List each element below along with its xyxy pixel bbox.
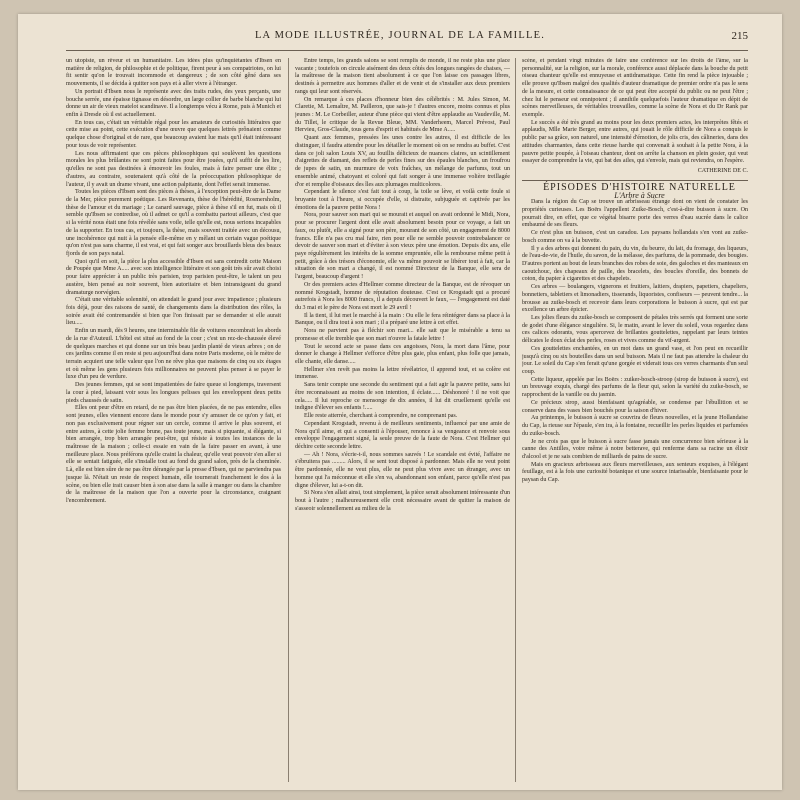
paragraph: Cependant Krogstadt, revenu à de meilleurs sentiments, influencé par une amie de Nora qu'il aime, et qui a consenti à l'épouser, renonce à sa vengeance et renvoie sous enveloppe l'engagement signé, la seule preuve de la faute de Nora. C'est Hellmer qui déchire cette seconde lettre.	[295, 420, 510, 450]
paragraph: un utopiste, un rêveur et un humanitaire. Les idées plus qu'inquiétantes d'Ibsen en matière de religion, de philosophie et de politique, firent peur à ses compatriotes, on lui fit sentir qu'on le trouvait incommode et dangereux ; de son côté gêné dans ses mouvements, il se décida à quitter son pays et à aller vivre à l'étranger.	[66, 58, 281, 88]
paragraph: Quant aux femmes, pressées les unes contre les autres, il est difficile de les distinguer, il faudra attendre pour les détailler le moment où on se rendra au buffet. C'est dans ce joli salon Louis XV, au fouillis délicieux de nuances claires, un scintillement d'aigrettes de diamant, des reflets de perles fines sur des épaules blanches, un froufrou de jupes de satin, un murmure de voix fraîches, un mélange de parfums, tout un ensemble animé, chatoyant et coloré qui fait songer à une immense volière treillagée d'or et remplie d'oiseaux des îles aux plumages multicolores.	[295, 135, 510, 188]
paragraph: Ce n'est plus un buisson, c'est un caradou. Les paysans hollandais s'en vont au zuike-bosch comme on va à la buvette.	[522, 230, 748, 244]
paragraph: Les jolies fleurs du zuike-bosch se composent de pétales très serrés qui forment une sorte de godet d'une élégance singulière. Si, le matin, avant le lever du soleil, vous regardez dans ces calices odorants, vous apercevez de brillantes gouttelettes, rappelant par leurs teintes délicates le doux éclat des perles, roses et vives comme du vif-argent.	[522, 315, 748, 345]
page-header	[18, 30, 782, 48]
header-rule	[66, 50, 748, 51]
paragraph: Les nous affirmaient que ces pièces philosophiques qui soulèvent les questions morales les plus brûlantes ne sont point faites pour être jouées, qu'il suffit de les lire, qu'elles ne sont pas destinées à émouvoir les foules, mais à faire penser une élite ; d'autres, au contraire, soutenaient qu'à côté de la préoccupation philosophique de l'auteur, il y avait un drame vivant, une action palpitante, dont l'effet serait immense.	[66, 150, 281, 188]
paragraph: Nora, pour sauver son mari qui se mourait et auquel on avait ordonné le Midi, Nora, pour se procurer l'argent dont elle avait absolument besoin pour ce voyage, a fait un faux, ou plutôt, elle a signé pour son père, mourant de son côté, un engagement de 8000 francs. Elle n'a pas cru mal faire, rien pour elle ne semble pouvoir contrebalancer ce devoir de sauver son mari et d'éviter à son vieux père une émotion. Depuis dix ans, elle paye régulièrement les intérêts de la somme empruntée, elle la rembourse même petit à petit, grâce à des trésors d'économie, elle va même pouvoir se libérer tout à fait, car la situation de son mari a changé, il est nommé Directeur de la Banque, elle sera de l'argent, beaucoup d'argent !	[295, 212, 510, 281]
paragraph: Le succès a été très grand au moins pour les deux premiers actes, les interprètes fêtés et applaudis, Mlle Marie Berger, entre autres, qui jouait le rôle difficile de Nora a conquis le public par sa grâce, son naturel, une intensité d'émotion, de jolis cris, des câlineries, dans des attitudes charmantes, dans cette rieuse hardie qui convenait à souhait à la petite Nora, à la pauvre petite poupée, à l'oiseau chanteur, dont on arrête la chanson en plein gosier, qui veut essayer de comprendre la vie, qui bat des ailes, qui s'envole, mais qui reviendra, on l'espère.	[522, 119, 748, 165]
paragraph: scène, et pendant vingt minutes de faire une conférence sur les droits de l'âme, sur la personnalité, sur la religion, sur la morale, conférence aussi déplacée dans la bouche du petit oiseau chanteur qu'elle est ennuyeuse et antidramatique. Cette fin rend la pièce injouable ; elle prouve qu'Ibsen malgré des qualités d'auteur dramatique de premier ordre n'a pas le sens de la mesure, et cette connaissance de ce qui peut être accepté du public ou ne peut l'être ; chez lui le penseur est omnipotent ; il annihile quelquefois l'auteur dramatique en dépit de scènes merveilleuses, de véritables trouvailles, comme la scène de Nora et du Dr Rank par exemple.	[522, 58, 748, 119]
paragraph: Il y a des arbres qui donnent du pain, du vin, du beurre, du lait, du fromage, des liqueurs, de l'eau-de-vie, de l'huile, du savon, de la mélasse, des parfums, de la pommade, des bougies. D'autres portent au bout de leurs branches des robes de soie, des galoches et des manteaux en caoutchouc, des chapeaux de paille, des bracelets, des boucles d'oreille, des bonnets de coton, du papier à cigarettes et des chapelets.	[522, 245, 748, 283]
paragraph: Mais en gracieux arbrisseau aux fleurs merveilleuses, aux senteurs exquises, à l'élégant feuillage, est à la fois une curiosité botanique et une source intarissable, bienfaisante pour le paysan du Cap.	[522, 461, 748, 484]
paragraph: En tous cas, c'était un véritable régal pour les amateurs de curiosités littéraires que cette mise au point, cette exécution d'une œuvre que quelques lettrés prônaient comme quelque chose d'original et de rare, que beaucoup avaient lue mais qu'il était intéressant pour tous de voir représenter.	[66, 119, 281, 149]
paragraph: Dans la région du Cap se trouve un arbrisseau étrange dont on vient de constater les propriétés curieuses. Les Boërs l'appellent Zuike-Bosch, c'est-à-dire buisson à sucre. On pourrait dire, en effet, que ce végétal bisarre porte des verres d'eau sucrée dans le calice embaumé de ses fleurs.	[522, 199, 748, 229]
paragraph: Des jeunes femmes, qui se sont impatientées de faire queue si longtemps, traversent la cour à pied, laissant voir sous les longues pelisses qui les enveloppent deux petits pieds chaussés de satin.	[66, 382, 281, 404]
paragraph: Ces gouttelettes enchantées, en un mot dans un grand vase, et l'on peut en recueillir jusqu'à cinq ou six bouteilles dans un seul buisson. Mais il ne faut pas attendre la chaleur du jour. Le soleil du Cap s'en ferait qu'une gorgée et viderait tous ces verres charmants d'un seul coup.	[522, 345, 748, 376]
paragraph: On remarque à ces places d'honneur bien des célébrités : M. Jules Simon, M. Claretie, M. Lemaître, M. Pailleron, que sais-je ! d'autres encore, moins connus et plus jeunes : M. Le Corbeiller, auteur d'une pièce qui vient d'être applaudie au Vaudeville, M. du Tillet, le critique de la Revue Bleue, MM. Vanderheem, Marcel Prévost, Paul Hervieu, Gros-Claude, tous gens d'esprit et habitués de Mme A.....	[295, 96, 510, 134]
paragraph: Quoi qu'il en soit, la pièce la plus accessible d'Ibsen est sans contredit cette Maison de Poupée que Mme A..... avec son intelligence littéraire et son goût très sûr avait choisi pour faire apprécier à un public très parisien, trop parisien peut-être, le talent un peu austère, bien pensé au noir souvent, bien autoritaire et bien intransigeant du grand dramaturge norvégien.	[66, 258, 281, 296]
paragraph: Il la tient, il lui met le marché à la main : Ou elle le fera réintégrer dans sa place à la Banque, ou il dira tout à son mari ; il a préparé une lettre à cet effet.	[295, 312, 510, 327]
paragraph: Toutes les pièces d'Ibsen sont des pièces à thèses, à l'exception peut-être de la Dame de la Mer, pièce purement poétique. Les Revenants, thèse de l'hérédité, Rosmersholm, thèse de l'amour et du mariage ; Le canard sauvage, pièce à thèse s'il en fut, mais où il semble qu'Ibsen se contredise, où il admet ce qu'il a combattu partout ailleurs, c'est que si la vérité nous était une fois révélée sans voile, telle qu'elle est, nous serions incapables de la supporter. En tous cas, et toujours, la thèse, mais souvent traitée avec un décousu, une incohérence qui nuit à la pensée elle-même en y mêlant un certain vague poétique qu'on n'est pas sans charme, il est vrai, et qui fait songer aux brouillards bleus des beaux fjords de son pays natal.	[66, 189, 281, 257]
paragraph: Ces arbres — boulangers, vignerons et fruitiers, laitiers, drapiers, papetiers, chapeliers, bonnetiers, tabletiers et limonadiers, tisserands, liquoristes, confiseurs — peuvent tendre... la brousse au zuike-bosch et recevoir dans leurs corporations le buisson à sucre, qui est par excellence un arbre épicier.	[522, 284, 748, 314]
paragraph: Au printemps, le buisson à sucre se couvrira de fleurs nouvelles, et la jeune Hollandaise du Cap, la rieuse sur l'épaule, s'en ira, à la fontaine, recueillir les perles liquides et parfumées du zuike-bosch.	[522, 415, 748, 437]
section-title: ÉPISODES D'HISTOIRE NATURELLE	[543, 181, 736, 193]
column-divider	[515, 58, 516, 782]
paragraph: Enfin un mardi, dès 9 heures, une interminable file de voitures encombrait les abords de la rue d'Auteuil. L'hôtel est situé au fond de la cour ; c'est un rez-de-chaussée élevé de quelques marches et qui donne sur un très beau jardin planté de vieux arbres ; on de ces jardins comme il en reste si peu aujourd'hui dans notre Paris moderne, où le mètre de terrain acquiert une telle valeur que l'on ne rêve plus que maisons de cinq ou six étages et où même les gens plusieurs fois millionnaires ne peuvent plus penser à se payer le luxe d'un peu de verdure.	[66, 328, 281, 381]
paragraph: Cette liqueur, appelée par les Boërs : zuiker-bosch-stroop (sirop de buisson à sucre), est un breuvage exquis, chargé des parfums de la fleur qui, selon la variété du zuike-bosch, se rapprochent de la vanille ou du jasmin.	[522, 376, 748, 399]
paragraph: Nora ne parvient pas à fléchir son mari... elle sait que le misérable a tenu sa promesse et elle tremble que son mari n'ouvre la fatale lettre !	[295, 328, 510, 342]
paragraph: Je ne crois pas que le buisson à sucre fasse jamais une concurrence bien sérieuse à la canne des Antilles, voire même à notre betterave, qui renferme dans sa racine un élixir d'alcool et je ne sais combien de milliards de pains de sucre.	[522, 438, 748, 460]
paragraph: Tout le second acte se passe dans ces angoisses, Nora, la mort dans l'âme, pour donner le change à Hellmer s'efforce d'être plus gaie, plus enfant, plus folle que jamais, elle chante, elle danse.....	[295, 343, 510, 366]
paragraph: Elles ont peur d'être en retard, de ne pas être bien placées, de ne pas entendre, elles sont jeunes, elles viennent encore dans le monde pour s'y amuser de ce qu'on y fait, et non pas exclusivement pour régner sur un cercle, comme il arrive le plus souvent, et entre autres, à cette jolie femme brune, pas toute jeune, mais si piquante, si élégante, si bien arrangée, trop bien arrangée peut-être, qui résiste à toutes les instances de la maîtresse de la maison ; celle-ci essaie en vain de la faire passer en avant, à une meilleure place. Nous préférons qu'elle craint la chaleur, qu'elle veut pouvoir s'en aller si elle se sentait fatiguée, elle s'installe tout au fond du grand salon, près de la cheminée. Là, elle est bien sûre de ne pas être dérangée par la presse d'Ibsen, qui ne parviendra pas jusque là. N'était un reste de respect humain, elle tournerait franchement le dos à la scène, ou bien elle irait causer bien à son aise dans la salle à manger ou dans la chambre de la maîtresse de la maison que l'on a ouverte pour la circonstance, craignant l'encombrement.	[66, 405, 281, 504]
column-left	[66, 58, 281, 782]
page-number: 215	[731, 30, 748, 42]
newspaper-page	[18, 14, 782, 790]
paragraph: Ce précieux sirop, aussi bienfaisant qu'agréable, se condense par l'ébullition et se conserve dans des vases bien bouchés pour la saison d'hiver.	[522, 399, 748, 414]
paragraph: Hellmer s'en revêt pas moins la lettre révélatrice, il apprend tout, et sa colère est immense.	[295, 366, 510, 381]
section-rule	[522, 180, 748, 181]
column-right	[522, 58, 748, 782]
journal-title: LA MODE ILLUSTRÉE, JOURNAL DE LA FAMILLE.	[254, 30, 546, 41]
paragraph: Cependant le silence s'est fait tout à coup, la toile se lève, et voilà cette foule si bruyante tout à l'heure, si occupée d'elle, si distraite, subjuguée et captivée par les émotions de la pauvre petite Nora !	[295, 189, 510, 211]
column-divider	[288, 58, 289, 782]
paragraph: C'était une véritable solennité, on attendait le grand jour avec impatience ; plusieurs fois déjà, pour des raisons de santé, de changements dans la distribution des rôles, la soirée avait été contremandée si bien que l'on finissait par se demander si elle aurait lieu.....	[66, 297, 281, 327]
paragraph: Or des premiers actes d'Hellmer comme directeur de la Banque, est de révoquer un nommé Krogstadt, homme de réputation douteuse. C'est ce Krogstadt qui a procuré autrefois à Nora les 8000 francs, il a depuis découvert le faux, — l'engagement est daté du 3 mai et le père de Nora est mort le 29 avril !	[295, 281, 510, 311]
paragraph: Si Nora s'en allait ainsi, tout simplement, la pièce serait absolument intéressante d'un bout à l'autre ; malheureusement elle croit nécessaire avant de quitter la maison de s'asseoir solennellement au milieu de la	[295, 490, 510, 512]
column-middle	[295, 58, 510, 782]
paragraph: — Ah ! Nora, s'écrie-t-il, nous sommes sauvés ! Le scandale est évité, l'affaire ne s'ébruitera pas ......... Alors, il se sent tout disposé à pardonner. Mais elle ne veut point être pardonnée, elle ne veut plus, elle ne peut plus vivre avec un étranger, avec un homme qui l'a méconnue et elle s'en va, abandonnant son enfant, parce qu'elle n'est pas digne d'élever, lui a-t-on dit.	[295, 451, 510, 489]
section-subtitle: L'Arbre à Sucre	[614, 190, 665, 200]
paragraph: Elle reste atterrée, cherchant à comprendre, ne comprenant pas.	[304, 413, 458, 420]
paragraph: Sans tenir compte une seconde du sentiment qui a fait agir la pauvre petite, sans lui être reconnaissant au moins de son intention, il éclate...... Déshonoré ! il ne voit que cela..... Il lui reproche ce mensonge de dix années, il lui dit cruellement qu'elle est indigne d'élever ses enfants !.....	[295, 382, 510, 412]
paragraph: Un portrait d'Ibsen nous le représente avec des traits rudes, des yeux perçants, une bouche serrée, une épaisse tignasse en désordre, un large collier de barbe blanche qui lui donne un air de vieux matelot scandinave. Il a longtemps vécu à Rome, puis à Munich et enfin à Dresde où il est actuellement.	[66, 88, 281, 119]
paragraph: Entre temps, les grands salons se sont remplis de monde, il ne reste plus une place vacante ; toutefois on circule aisément des deux côtés des longues rangées de chaises, — la maîtresse de la maison tient absolument à ce que l'on laisse ces passages libres, destinés à permettre aux hommes d'aller et de venir et de s'installer aux deux premiers rangs qui leur sont réservés.	[295, 58, 510, 95]
author-signature: CATHERINE DE C.	[697, 168, 748, 175]
